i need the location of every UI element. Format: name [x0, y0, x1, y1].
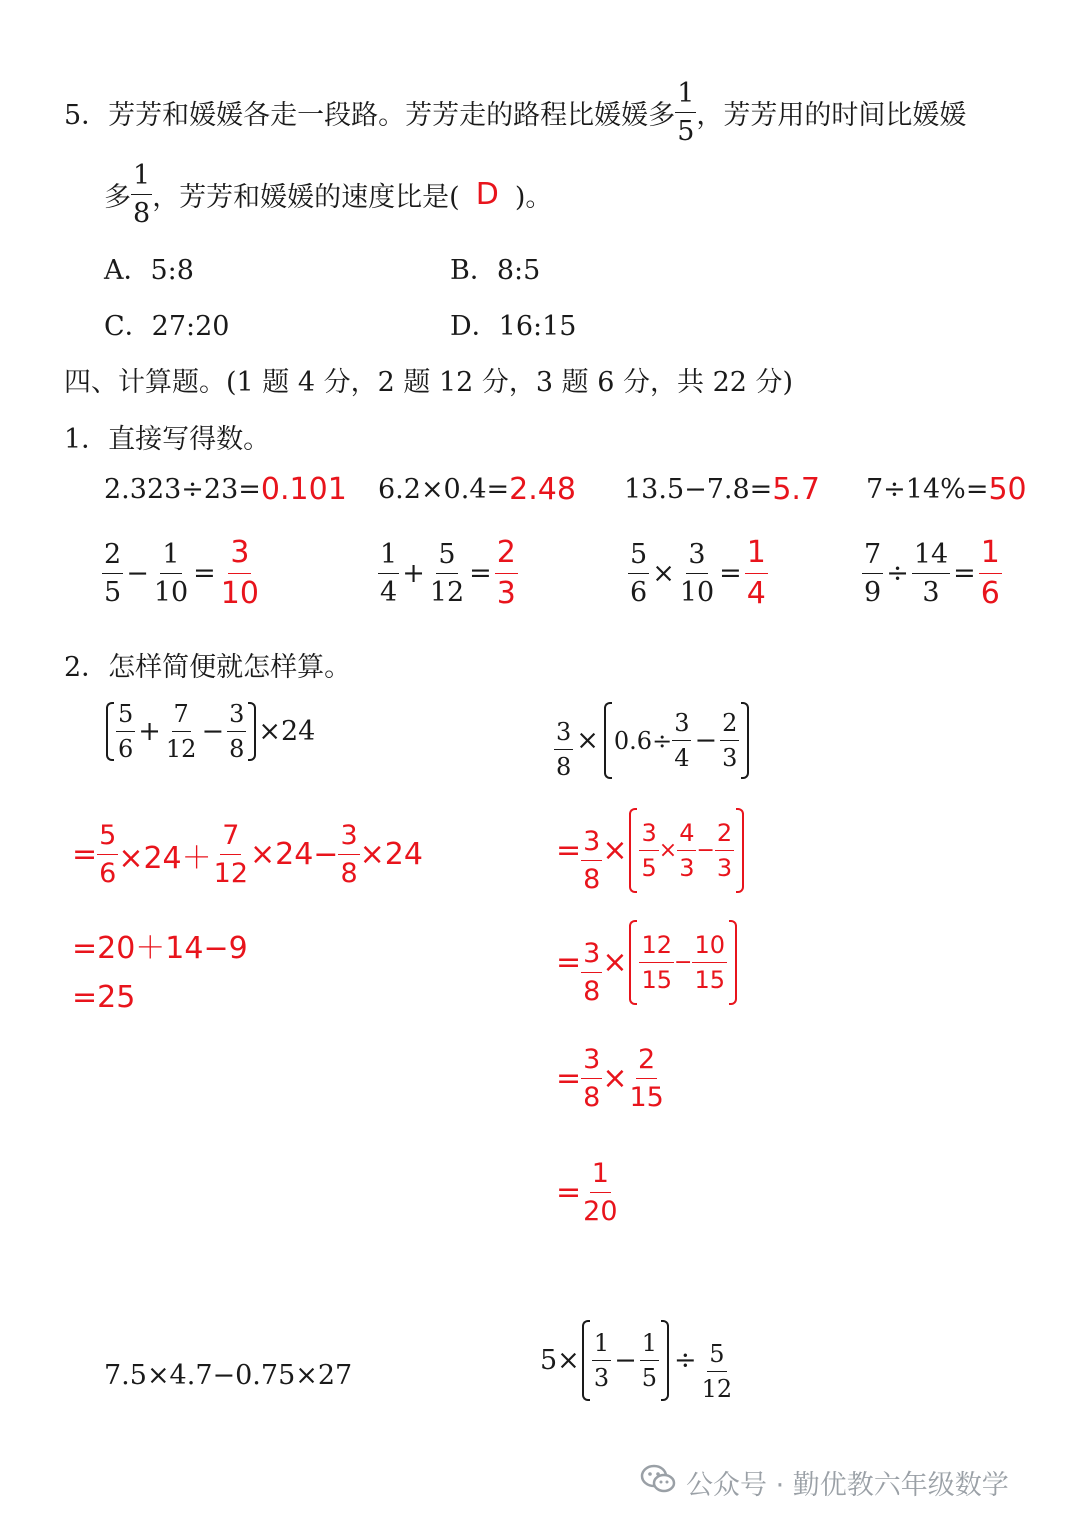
fraction: $\frac{1}{8}$ — [133, 160, 151, 229]
calc-answer: 0.101 — [260, 472, 347, 507]
bracket-right — [248, 702, 256, 761]
operator: = — [193, 558, 216, 589]
fraction: $\frac{1}{5}$ — [641, 1329, 657, 1392]
calc-item — [102, 535, 261, 611]
solution-step: =20＋14−9 — [72, 931, 248, 966]
fraction: $\frac{1}{20}$ — [583, 1158, 618, 1227]
option-b: B．8:5 — [450, 255, 541, 286]
operator: ÷ — [674, 1345, 697, 1376]
fraction: $\frac{3}{8}$ — [229, 700, 245, 763]
fraction: $\frac{3}{10}$ — [679, 539, 715, 608]
wechat-icon — [640, 1463, 676, 1502]
solution-step: = $\frac{3}{8}$ × $\frac{12}{15}$ − $\frac{10}{15}$ — [556, 920, 739, 1005]
q5-text: ，芳芳和媛媛的速度比是( — [152, 182, 460, 213]
operator: − — [126, 558, 149, 589]
q5-line2 — [104, 162, 552, 227]
solution-step: = $\frac{3}{8}$ × $\frac{3}{5}$ × $\frac{4}{3}$ − $\frac{2}{3}$ — [556, 808, 746, 893]
bracket-right — [729, 920, 737, 1005]
fraction: $\frac{2}{3}$ — [716, 819, 733, 882]
bracket-left — [604, 702, 612, 779]
fraction: $\frac{7}{12}$ — [213, 820, 248, 889]
q5-answer: D — [475, 177, 499, 212]
bracket-left — [629, 920, 637, 1005]
section-title: 四、计算题。(1 题 4 分，2 题 12 分，3 题 6 分，共 22 分) — [64, 367, 794, 398]
fraction: $\frac{2}{3}$ — [722, 709, 738, 772]
solution-step: = $\frac{1}{20}$ — [556, 1158, 618, 1227]
calc-item — [104, 472, 347, 507]
watermark-text: 公众号 · 勤优教六年级数学 — [686, 1470, 1009, 1501]
bracket-left — [629, 808, 637, 893]
bracket-right — [736, 808, 744, 893]
bracket-left — [106, 702, 114, 761]
fraction: $\frac{1}{5}$ — [677, 78, 695, 147]
expression-text: 0.6÷ — [613, 726, 673, 755]
q5-text: 多 — [104, 182, 131, 213]
calc-expression: 2.323÷23= — [104, 474, 261, 505]
calc-item — [624, 472, 820, 507]
fraction: $\frac{5}{6}$ — [99, 820, 117, 889]
answer-fraction: $\frac{3}{10}$ — [220, 535, 259, 611]
q5-text: )。 — [514, 182, 553, 213]
calc-item — [866, 472, 1027, 507]
fraction: $\frac{3}{8}$ — [340, 820, 358, 889]
fraction: $\frac{3}{8}$ — [583, 1044, 601, 1113]
expression-p3-left: 7.5×4.7−0.75×27 — [104, 1360, 353, 1391]
calc-item — [378, 535, 518, 611]
operator: ÷ — [886, 558, 909, 589]
expression-text: 5× — [540, 1345, 580, 1376]
fraction: $\frac{14}{3}$ — [913, 539, 949, 608]
operator: = — [719, 558, 742, 589]
expression-right — [554, 702, 751, 779]
calc-answer: 2.48 — [509, 472, 576, 507]
operator: = — [953, 558, 976, 589]
q5-text: 5．芳芳和媛媛各走一段路。芳芳走的路程比媛媛多 — [64, 100, 676, 131]
calc-expression: 6.2×0.4= — [378, 474, 510, 505]
calc-expression: 13.5−7.8= — [624, 474, 773, 505]
problem-2-title: 2．怎样简便就怎样算。 — [64, 652, 352, 683]
problem-1-title: 1．直接写得数。 — [64, 424, 271, 455]
fraction: $\frac{3}{4}$ — [674, 709, 690, 772]
solution-step: =25 — [72, 980, 136, 1015]
fraction: $\frac{3}{5}$ — [641, 819, 657, 882]
calc-answer: 5.7 — [772, 472, 821, 507]
calc-answer: 50 — [988, 472, 1027, 507]
solution-step: = $\frac{3}{8}$ × $\frac{2}{15}$ — [556, 1044, 664, 1113]
calc-item — [378, 472, 576, 507]
fraction: $\frac{3}{8}$ — [556, 718, 572, 781]
fraction: $\frac{3}{8}$ — [583, 938, 601, 1007]
operator: = — [469, 558, 492, 589]
fraction: $\frac{1}{3}$ — [593, 1329, 610, 1392]
operator: × — [576, 725, 599, 756]
watermark — [640, 1463, 1009, 1502]
operator: − — [694, 725, 718, 756]
answer-fraction: $\frac{1}{4}$ — [746, 535, 766, 611]
fraction: $\frac{1}{4}$ — [380, 539, 398, 608]
option-d: D．16:15 — [450, 311, 577, 342]
operator: × — [652, 558, 675, 589]
option-a: A．5:8 — [104, 255, 194, 286]
calc-item — [862, 535, 1002, 611]
calc-item — [628, 535, 768, 611]
q5-text: ，芳芳用的时间比媛媛 — [696, 100, 967, 131]
fraction: $\frac{5}{6}$ — [118, 700, 134, 763]
fraction: $\frac{12}{15}$ — [641, 931, 673, 994]
bracket-right — [741, 702, 749, 779]
expression-left — [104, 702, 315, 761]
fraction: $\frac{4}{3}$ — [679, 819, 695, 882]
option-c: C．27:20 — [104, 311, 230, 342]
answer-fraction: $\frac{1}{6}$ — [980, 535, 1000, 611]
calc-expression: 7÷14%= — [866, 474, 989, 505]
solution-step: = $\frac{5}{6}$ ×24＋ $\frac{7}{12}$ ×24− $\frac{3}{8}$ ×24 — [72, 820, 423, 889]
operator: + — [402, 558, 425, 589]
fraction: $\frac{5}{12}$ — [429, 539, 465, 608]
fraction: $\frac{2}{5}$ — [104, 539, 122, 608]
fraction: $\frac{3}{8}$ — [583, 826, 601, 895]
expression-p3-right — [540, 1320, 734, 1401]
fraction: $\frac{5}{6}$ — [630, 539, 648, 608]
operator: + — [138, 716, 161, 747]
q5-line1 — [64, 80, 966, 145]
fraction: $\frac{7}{9}$ — [864, 539, 882, 608]
fraction: $\frac{2}{15}$ — [629, 1044, 664, 1113]
fraction: $\frac{7}{12}$ — [165, 700, 197, 763]
operator: − — [614, 1345, 637, 1376]
expression-tail: ×24 — [258, 716, 316, 747]
answer-fraction: $\frac{2}{3}$ — [496, 535, 516, 611]
operator: − — [201, 716, 225, 747]
fraction: $\frac{5}{12}$ — [701, 1340, 733, 1403]
bracket-left — [582, 1320, 590, 1401]
bracket-right — [661, 1320, 669, 1401]
fraction: $\frac{10}{15}$ — [694, 931, 725, 994]
fraction: $\frac{1}{10}$ — [153, 539, 189, 608]
